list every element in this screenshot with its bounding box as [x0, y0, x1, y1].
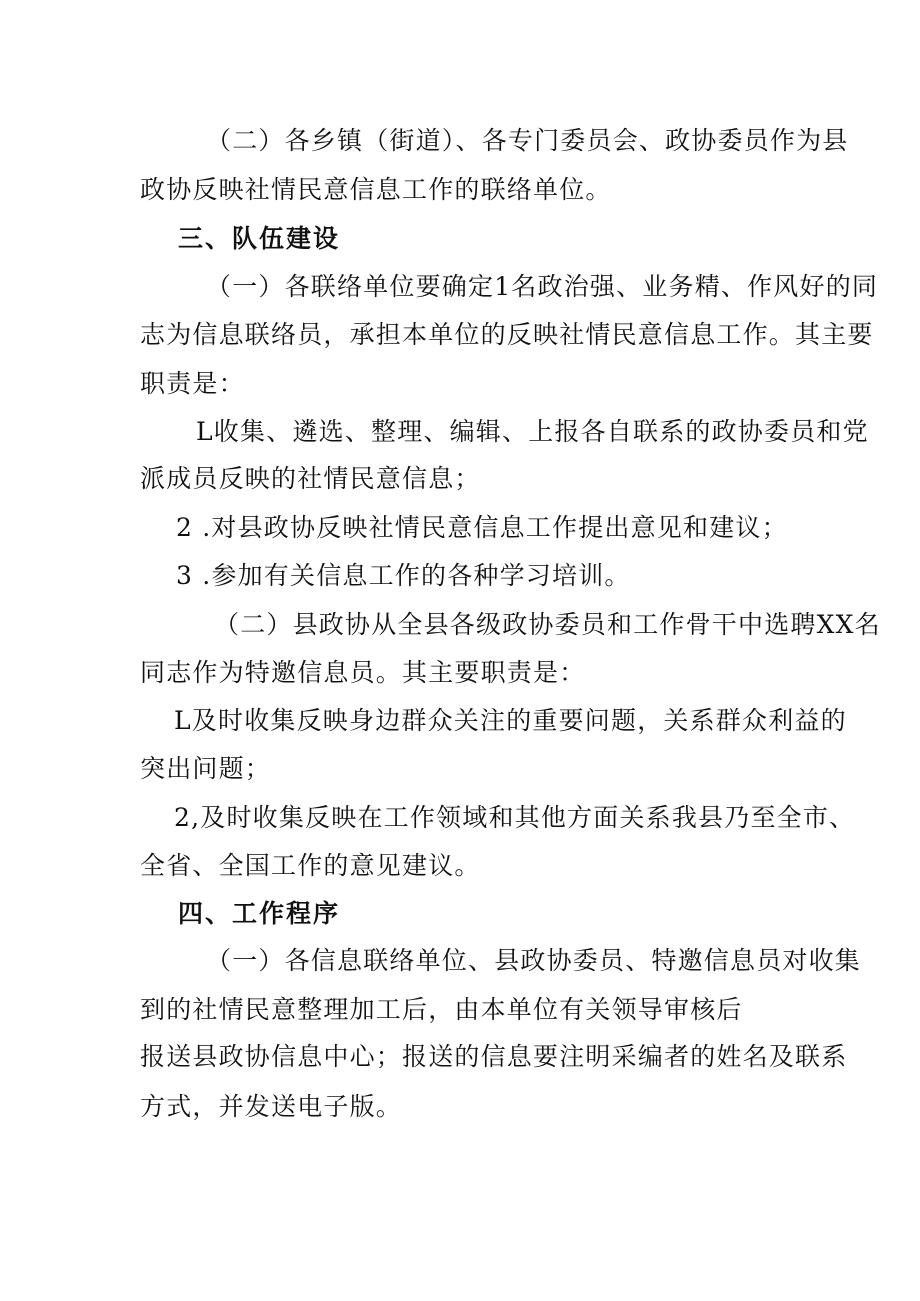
paragraph-line: 全省、全国工作的意见建议。	[140, 851, 481, 880]
list-item: 3 .参加有关信息工作的各种学习培训。	[176, 561, 631, 590]
list-item: L收集、遴选、整理、编辑、上报各自联系的政协委员和党	[196, 417, 869, 446]
paragraph-line: 报送县政协信息中心；报送的信息要注明采编者的姓名及联系	[140, 1042, 848, 1071]
paragraph-line: （二）县政协从全县各级政协委员和工作骨干中选聘XX名	[214, 610, 881, 639]
paragraph-line: 突出问题；	[140, 754, 272, 783]
section-heading: 四、工作程序	[178, 899, 341, 928]
list-item: L及时收集反映身边群众关注的重要问题，关系群众利益的	[174, 706, 847, 735]
paragraph-line: （二）各乡镇（街道）、各专门委员会、政协委员作为县	[206, 126, 849, 155]
paragraph-line: 职责是：	[140, 369, 245, 398]
paragraph-line: 同志作为特邀信息员。其主要职责是：	[140, 658, 586, 687]
paragraph-line: 政协反映社情民意信息工作的联络单位。	[140, 175, 612, 204]
list-item: 2,及时收集反映在工作领域和其他方面关系我县乃至全市、	[174, 803, 856, 832]
section-heading: 三、队伍建设	[178, 224, 341, 253]
list-item: 2 .对县政协反映社情民意信息工作提出意见和建议；	[176, 513, 788, 542]
paragraph-line: 志为信息联络员，承担本单位的反映社情民意信息工作。其主要	[140, 320, 874, 349]
paragraph-line: （一）各信息联络单位、县政协委员、特邀信息员对收集	[206, 946, 862, 975]
paragraph-line: （一）各联络单位要确定1名政治强、业务精、作风好的同	[206, 272, 879, 301]
paragraph-line: 派成员反映的社情民意信息；	[140, 464, 481, 493]
paragraph-line: 到的社情民意整理加工后，由本单位有关领导审核后	[140, 995, 743, 1024]
paragraph-line: 方式，并发送电子版。	[140, 1092, 403, 1121]
